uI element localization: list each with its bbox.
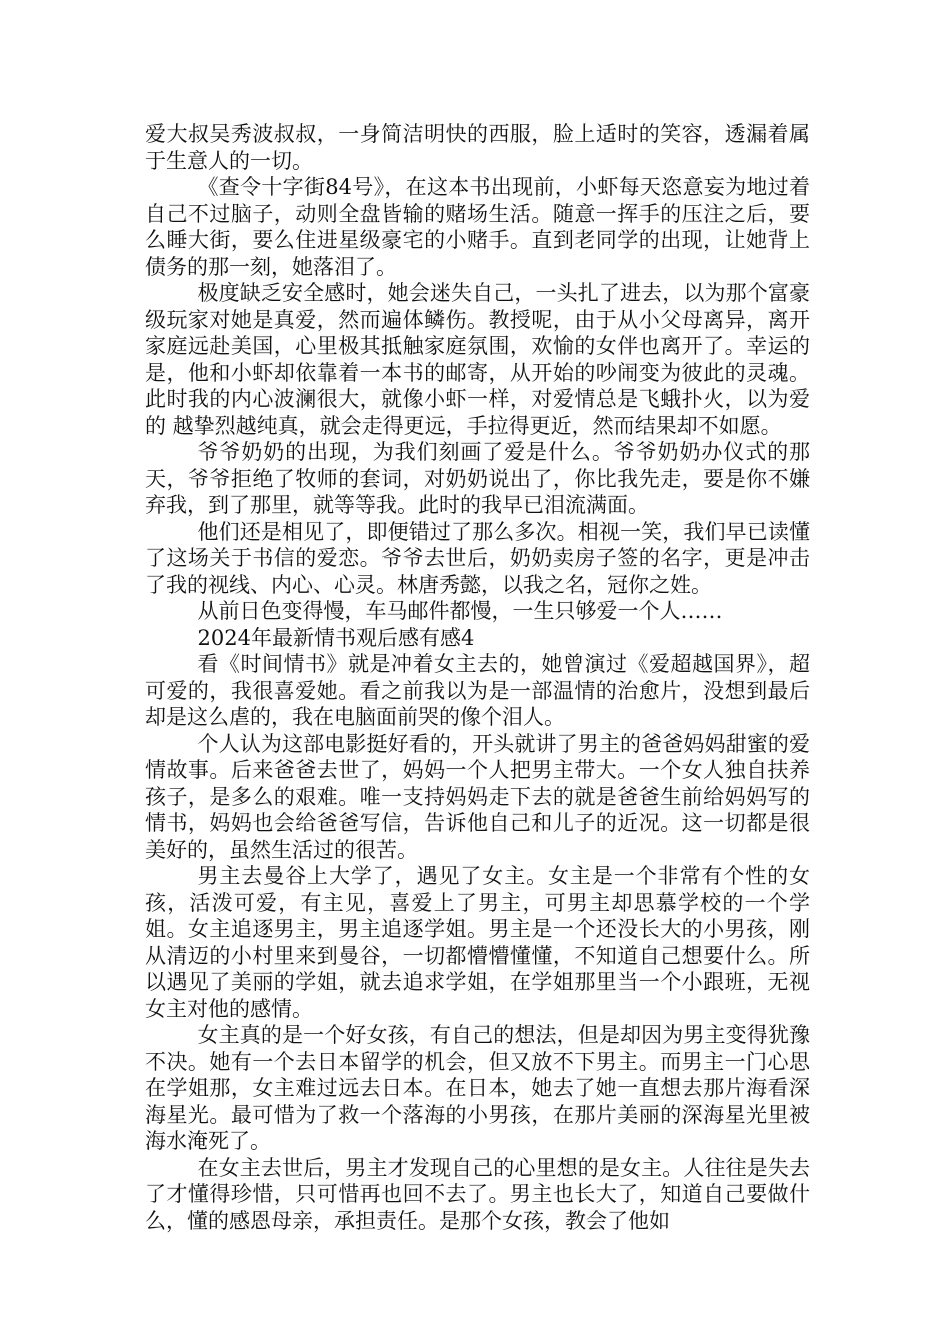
section-heading: 2024年最新情书观后感有感4 xyxy=(197,625,475,650)
paragraph-2: 《查令十字街84号》，在这本书出现前，小虾每天恣意妄为地过着自己不过脑子，动则全盘皆输的赌场生活。随意一挥手的压注之后，要么睡大街，要么住进星级豪宅的小赌手。直到老同学的出现，让她背上债务的那一刻，她落泪了。 xyxy=(145,175,810,279)
paragraph-9: 男主去曼谷上大学了，遇见了女主。女主是一个非常有个性的女孩，活泼可爱，有主见，喜爱上了男主，可男主却思慕学校的一个学姐。女主追逐男主，男主追逐学姐。男主是一个还没长大的小男孩，刚从清迈的小村里来到曼谷，一切都懵懵懂懂，不知道自己想要什么。所以遇见了美丽的学姐，就去追求学姐，在学姐那里当一个小跟班，无视女主对他的感情。 xyxy=(145,864,810,1021)
paragraph-4: 爷爷奶奶的出现，为我们刻画了爱是什么。爷爷奶奶办仪式的那天，爷爷拒绝了牧师的套词，对奶奶说出了，你比我先走，要是你不嫌弃我，到了那里，就等等我。此时的我早已泪流满面。 xyxy=(145,440,810,517)
paragraph-1: 爱大叔吴秀波叔叔，一身简洁明快的西服，脸上适时的笑容，透漏着属于生意人的一切。 xyxy=(145,122,810,173)
paragraph-6: 从前日色变得慢，车马邮件都慢，一生只够爱一个人…… xyxy=(197,599,723,623)
paragraph-5: 他们还是相见了，即便错过了那么多次。相视一笑，我们早已读懂了这场关于书信的爱恋。爷爷去世后，奶奶卖房子签的名字，更是冲击了我的视线、内心、心灵。林唐秀懿，以我之名，冠你之姓。 xyxy=(145,519,810,597)
paragraph-8: 个人认为这部电影挺好看的，开头就讲了男主的爸爸妈妈甜蜜的爱情故事。后来爸爸去世了，妈妈一个人把男主带大。一个女人独自扶养孩子，是多么的艰难。唯一支持妈妈走下去的就是爸爸生前给妈妈写的情书，妈妈也会给爸爸写信，告诉他自己和儿子的近况。这一切都是很美好的，虽然生活过的很苦。 xyxy=(145,731,810,862)
paragraph-3: 极度缺乏安全感时，她会迷失自己，一头扎了进去，以为那个富豪级玩家对她是真爱，然而遍体鳞伤。教授呢，由于从小父母离异，离开家庭远赴美国，心里极其抵触家庭氛围，欢愉的女伴也离开了。幸运的是，他和小虾却依靠着一本书的邮寄，从开始的吵闹变为彼此的灵魂。此时我的内心波澜很大，就像小虾一样，对爱情总是飞蛾扑火，以为爱的 越挚烈越纯真，就会走得更远，手拉得更近，然而结果却不如愿。 xyxy=(145,281,810,438)
paragraph-11: 在女主去世后，男主才发现自己的心里想的是女主。人往往是失去了才懂得珍惜，只可惜再也回不去了。男主也长大了，知道自己要做什么，懂的感恩母亲，承担责任。是那个女孩，教会了他如 xyxy=(145,1155,810,1233)
paragraph-7: 看《时间情书》就是冲着女主去的，她曾演过《爱超越国界》，超可爱的，我很喜爱她。看之前我以为是一部温情的治愈片，没想到最后却是这么虐的，我在电脑面前哭的像个泪人。 xyxy=(145,652,810,729)
document-body xyxy=(145,121,810,1234)
paragraph-10: 女主真的是一个好女孩，有自己的想法，但是却因为男主变得犹豫不决。她有一个去日本留学的机会，但又放不下男主。而男主一门心思在学姐那，女主难过远去日本。在日本，她去了她一直想去那片海看深海星光。最可惜为了救一个落海的小男孩，在那片美丽的深海星光里被海水淹死了。 xyxy=(145,1023,810,1153)
